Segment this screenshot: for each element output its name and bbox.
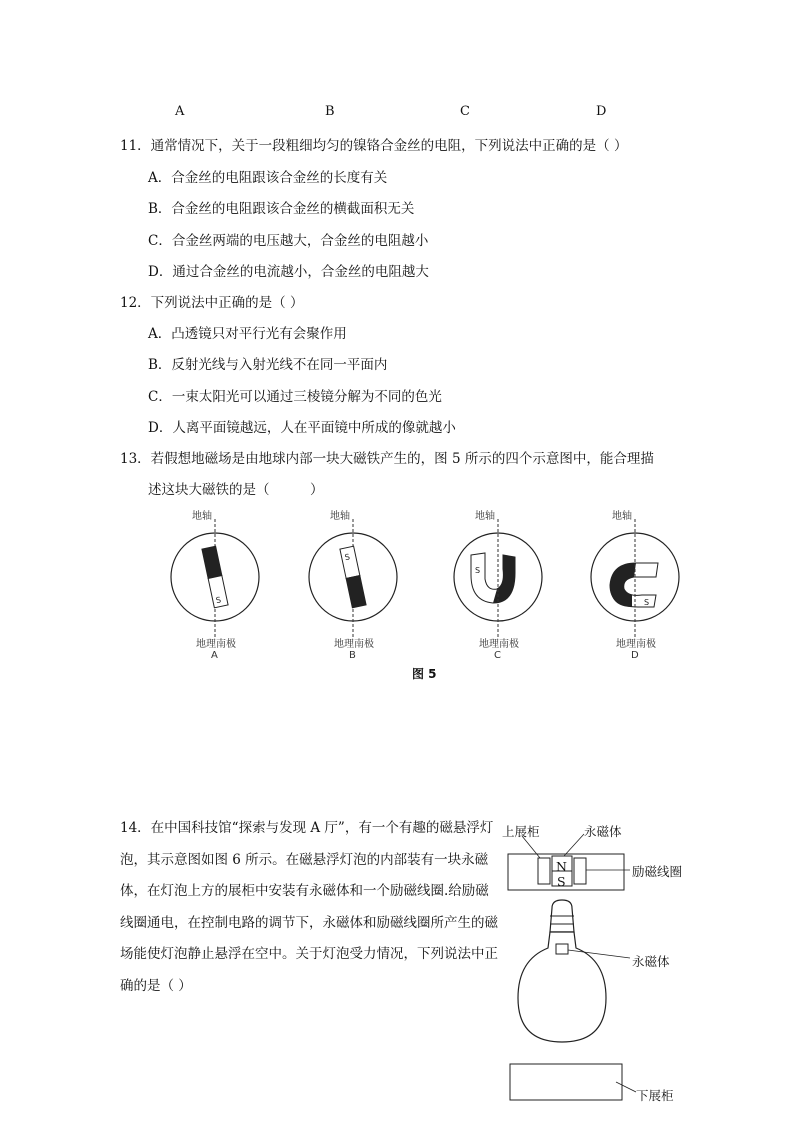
question-11-option-a: A．合金丝的电阻跟该合金丝的长度有关 (148, 170, 388, 186)
bulb-magnet-label: 永磁体 (632, 954, 670, 969)
question-11-option-c: C．合金丝两端的电压越大，合金丝的电阻越小 (148, 233, 429, 249)
figure-5-caption: 图 5 (412, 667, 437, 681)
diagram-letter-a: A (211, 650, 218, 661)
question-12-option-a: A．凸透镜只对平行光有会聚作用 (148, 326, 347, 342)
svg-text:S: S (475, 566, 481, 575)
diagram-letter-b: B (349, 650, 356, 661)
diagram-d (580, 505, 690, 665)
question-12-option-b: B．反射光线与入射光线不在同一平面内 (148, 357, 388, 373)
question-11-option-b: B．合金丝的电阻跟该合金丝的横截面积无关 (148, 201, 415, 217)
earth-axis-label: 地轴 (612, 511, 632, 522)
question-12-option-d: D．人离平面镜越远，人在平面镜中所成的像就越小 (148, 420, 456, 436)
question-11-stem: 11．通常情况下，关于一段粗细均匀的镍铬合金丝的电阻，下列说法中正确的是（ ） (120, 138, 628, 154)
pole-label: 地理南极 (616, 639, 656, 650)
pole-label: 地理南极 (479, 639, 519, 650)
svg-text:S: S (343, 552, 351, 563)
question-12-option-c: C．一束太阳光可以通过三棱镜分解为不同的色光 (148, 389, 442, 405)
earth-axis-label: 地轴 (330, 511, 350, 522)
upper-cabinet-label: 上展柜 (502, 824, 540, 839)
question-13-stem-line2: 述这块大磁铁的是（ ） (148, 482, 324, 498)
diagram-c (443, 505, 553, 665)
earth-axis-label: 地轴 (475, 511, 495, 522)
pole-label: 地理南极 (334, 639, 374, 650)
question-11-option-d: D．通过合金丝的电流越小，合金丝的电阻越大 (148, 264, 429, 280)
diagram-letter-c: C (494, 650, 501, 661)
svg-text:S: S (644, 598, 650, 607)
figure-6 (500, 820, 700, 1105)
earth-diagram-b (298, 519, 408, 637)
diagram-b (298, 505, 408, 665)
option-label-d: D (596, 104, 607, 119)
south-pole-label: S (557, 874, 566, 889)
svg-text:S: S (215, 595, 222, 606)
earth-diagram-a (160, 519, 270, 637)
earth-diagram-c (443, 519, 553, 637)
top-magnet-label: 永磁体 (584, 824, 622, 839)
option-label-a: A (175, 104, 185, 119)
question-13-stem-line1: 13．若假想地磁场是由地球内部一块大磁铁产生的，图 5 所示的四个示意图中，能合理描 (120, 451, 654, 467)
coil-label: 励磁线圈 (632, 864, 683, 879)
option-label-b: B (325, 104, 335, 119)
figure-5 (160, 505, 700, 695)
earth-axis-label: 地轴 (192, 511, 212, 522)
option-label-c: C (460, 104, 470, 119)
diagram-a (160, 505, 270, 665)
diagram-letter-d: D (631, 650, 639, 661)
lower-cabinet-label: 下展柜 (636, 1088, 674, 1103)
north-pole-label: N (556, 859, 567, 874)
pole-label: 地理南极 (196, 639, 236, 650)
question-12-stem: 12．下列说法中正确的是（ ） (120, 295, 304, 311)
question-14-stem: 14．在中国科技馆“探索与发现 A 厅”，有一个有趣的磁悬浮灯泡，其示意图如图 6 所示。在磁悬浮灯泡的内部装有一块永磁体，在灯泡上方的展柜中安装有永磁体和一个励磁线圈.给励磁线圈通电，在控制电路的调节下，永磁体和励磁线圈所产生的磁场能使灯泡静止悬浮在空中。关于灯泡受力情况，下列说法中正确的是（ ） (120, 820, 498, 994)
earth-diagram-d (580, 519, 690, 637)
